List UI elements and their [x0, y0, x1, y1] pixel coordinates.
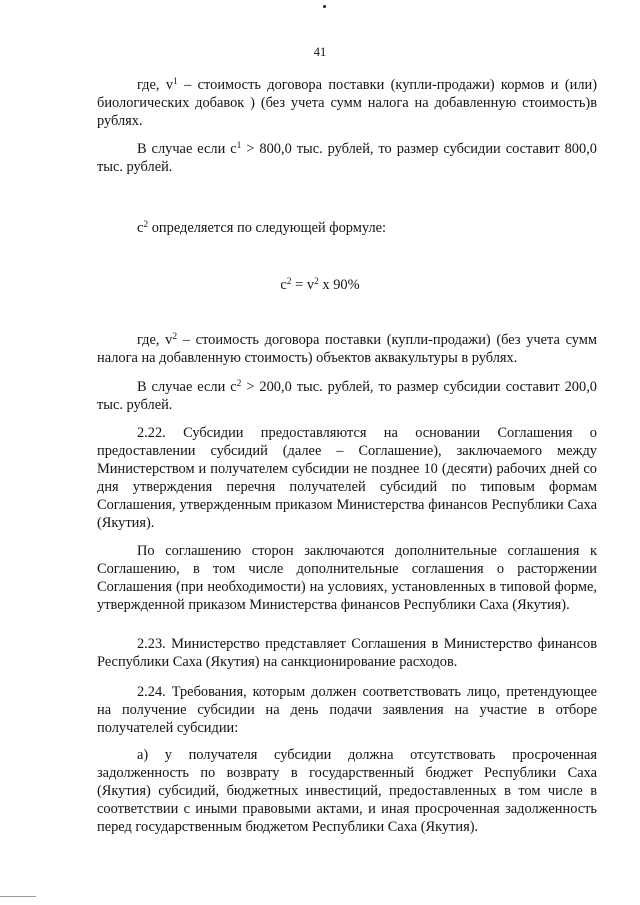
paragraph-text: В случае если c — [137, 379, 237, 395]
superscript: 2 — [314, 277, 319, 287]
paragraph-text: По соглашению сторон заключаются дополнительные соглашения к Соглашению, в том числе дополнительные соглашения о расторжении Соглашения (при необходимости) на условиях, установленных в типовой форме, утвержденной приказом Министерства финансов Республики Саха (Якутия). — [97, 543, 597, 613]
paragraph-additional-agreements — [97, 542, 597, 614]
paragraph-text: 2.23. Министерство представляет Соглашения в Министерство финансов Республики Саха (Якутия) на санкционирование расходов. — [97, 636, 597, 670]
paragraph-c1-limit — [97, 140, 597, 176]
formula-text: = v — [291, 277, 315, 293]
paragraph-text: а) у получателя субсидии должна отсутствовать просроченная задолженность по возврату в государственный бюджет Республики Саха (Якутия) субсидий, бюджетных инвестиций, предоставленных в том числе в соответствии с иными правовыми актами, и иная просроченная задолженность перед государственным бюджетом Республики Саха (Якутия). — [97, 747, 597, 835]
paragraph-text: где, v — [137, 77, 174, 93]
paragraph-text: c — [137, 220, 144, 236]
page-number: 41 — [313, 45, 327, 59]
paragraph-v2-definition — [97, 331, 597, 367]
paragraph-2-23 — [97, 635, 597, 671]
superscript: 2 — [172, 332, 178, 342]
scan-edge-line — [0, 896, 36, 897]
paragraph-c2-intro — [97, 219, 597, 237]
formula-text: c — [280, 277, 287, 293]
paragraph-text: 2.22. Субсидии предоставляются на основании Соглашения о предоставлении субсидий (далее – Соглашение), заключаемого между Министерством и получателем субсидии не позднее 10 (десяти) рабочих дней со дня утверждения перечня получателей субсидий по типовым формам Соглашения, утвержденным приказом Министерства финансов Республики Саха (Якутия). — [97, 425, 597, 531]
paragraph-c2-limit — [97, 378, 597, 414]
paragraph-text: > 800,0 тыс. рублей, то размер субсидии составит 800,0 тыс. рублей. — [97, 141, 597, 175]
superscript: 1 — [173, 77, 178, 87]
paragraph-text: > 200,0 тыс. рублей, то размер субсидии составит 200,0 тыс. рублей. — [97, 379, 597, 413]
formula-text: x 90% — [318, 277, 360, 293]
paragraph-text: 2.24. Требования, которым должен соответствовать лицо, претендующее на получение субсидии на день подачи заявления на участие в отборе получателей субсидии: — [97, 684, 597, 736]
paragraph-2-22 — [97, 424, 597, 532]
superscript: 2 — [143, 220, 149, 230]
paragraph-v1-definition — [97, 76, 597, 130]
paragraph-requirement-a — [97, 746, 597, 836]
superscript: 2 — [236, 379, 242, 389]
paragraph-text: – стоимость договора поставки (купли-продажи) (без учета сумм налога на добавленную стоимость) объектов аквакультуры в рублях. — [97, 332, 597, 366]
paragraph-text: определяется по следующей формуле: — [148, 220, 387, 236]
scan-dot-mark — [323, 5, 326, 8]
paragraph-text: где, v — [137, 332, 173, 348]
formula-c2 — [0, 276, 640, 294]
superscript: 1 — [236, 141, 242, 151]
paragraph-2-24 — [97, 683, 597, 737]
superscript: 2 — [286, 277, 292, 287]
paragraph-text: – стоимость договора поставки (купли-продажи) кормов и (или) биологических добавок ) (без учета сумм налога на добавленную стоимость)в рублях. — [97, 77, 597, 129]
paragraph-text: В случае если c — [137, 141, 237, 157]
